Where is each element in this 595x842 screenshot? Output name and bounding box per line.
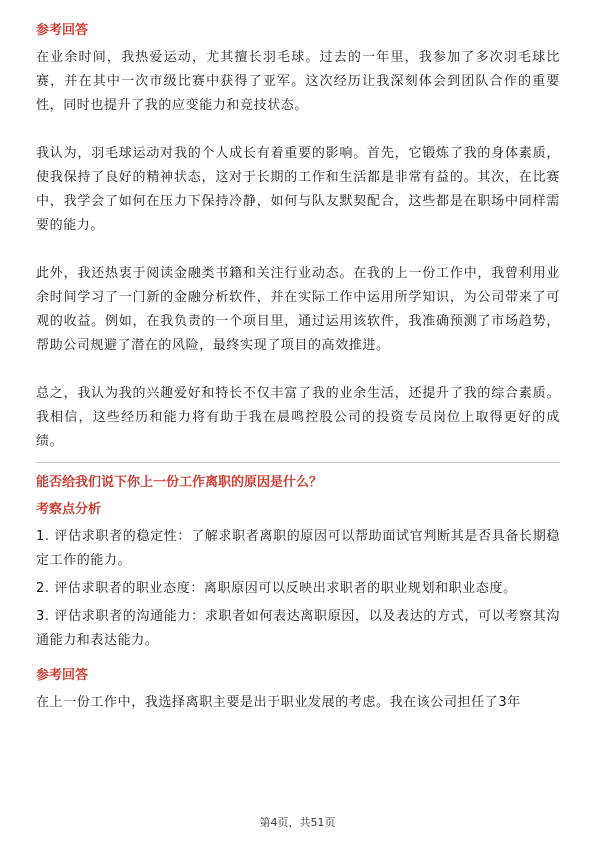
analysis-item: 3. 评估求职者的沟通能力：求职者如何表达离职原因，以及表达的方式，可以考察其沟通能力和表达能力。 (36, 609, 560, 648)
page-footer: 第4页，共51页 (259, 816, 336, 829)
reference-answer-label: 参考回答 (36, 23, 89, 38)
analysis-item: 2. 评估求职者的职业态度：离职原因可以反映出求职者的职业规划和职业态度。 (36, 581, 517, 596)
page-content (36, 22, 560, 715)
question-heading: 能否给我们说下你上一份工作离职的原因是什么？ (36, 475, 323, 490)
analysis-item: 1. 评估求职者的稳定性：了解求职者离职的原因可以帮助面试官判断其是否具备长期稳定工作的能力。 (36, 529, 560, 568)
answer-paragraph: 在上一份工作中，我选择离职主要是出于职业发展的考虑。我在该公司担任了3年 (36, 695, 521, 710)
analysis-label: 考察点分析 (36, 502, 102, 517)
reference-answer-label: 参考回答 (36, 668, 89, 683)
answer-paragraph: 在业余时间，我热爱运动，尤其擅长羽毛球。过去的一年里，我参加了多次羽毛球比赛，并在其中一次市级比赛中获得了亚军。这次经历让我深刻体会到团队合作的重要性，同时也提升了我的应变能力和竞技状态。 (36, 50, 560, 113)
answer-paragraph: 我认为，羽毛球运动对我的个人成长有着重要的影响。首先，它锻炼了我的身体素质，使我保持了良好的精神状态，这对于长期的工作和生活都是非常有益的。其次，在比赛中，我学会了如何在压力下保持冷静，如何与队友默契配合，这些都是在职场中同样需要的能力。 (36, 146, 560, 233)
answer-paragraph: 此外，我还热衷于阅读金融类书籍和关注行业动态。在我的上一份工作中，我曾利用业余时间学习了一门新的金融分析软件，并在实际工作中运用所学知识，为公司带来了可观的收益。例如，在我负责的一个项目里，通过运用该软件，我准确预测了市场趋势，帮助公司规避了潜在的风险，最终实现了项目的高效推进。 (36, 266, 560, 353)
answer-paragraph: 总之，我认为我的兴趣爱好和特长不仅丰富了我的业余生活，还提升了我的综合素质。我相信，这些经历和能力将有助于我在晨鸣控股公司的投资专员岗位上取得更好的成绩。 (36, 386, 560, 449)
section-divider (36, 462, 560, 463)
